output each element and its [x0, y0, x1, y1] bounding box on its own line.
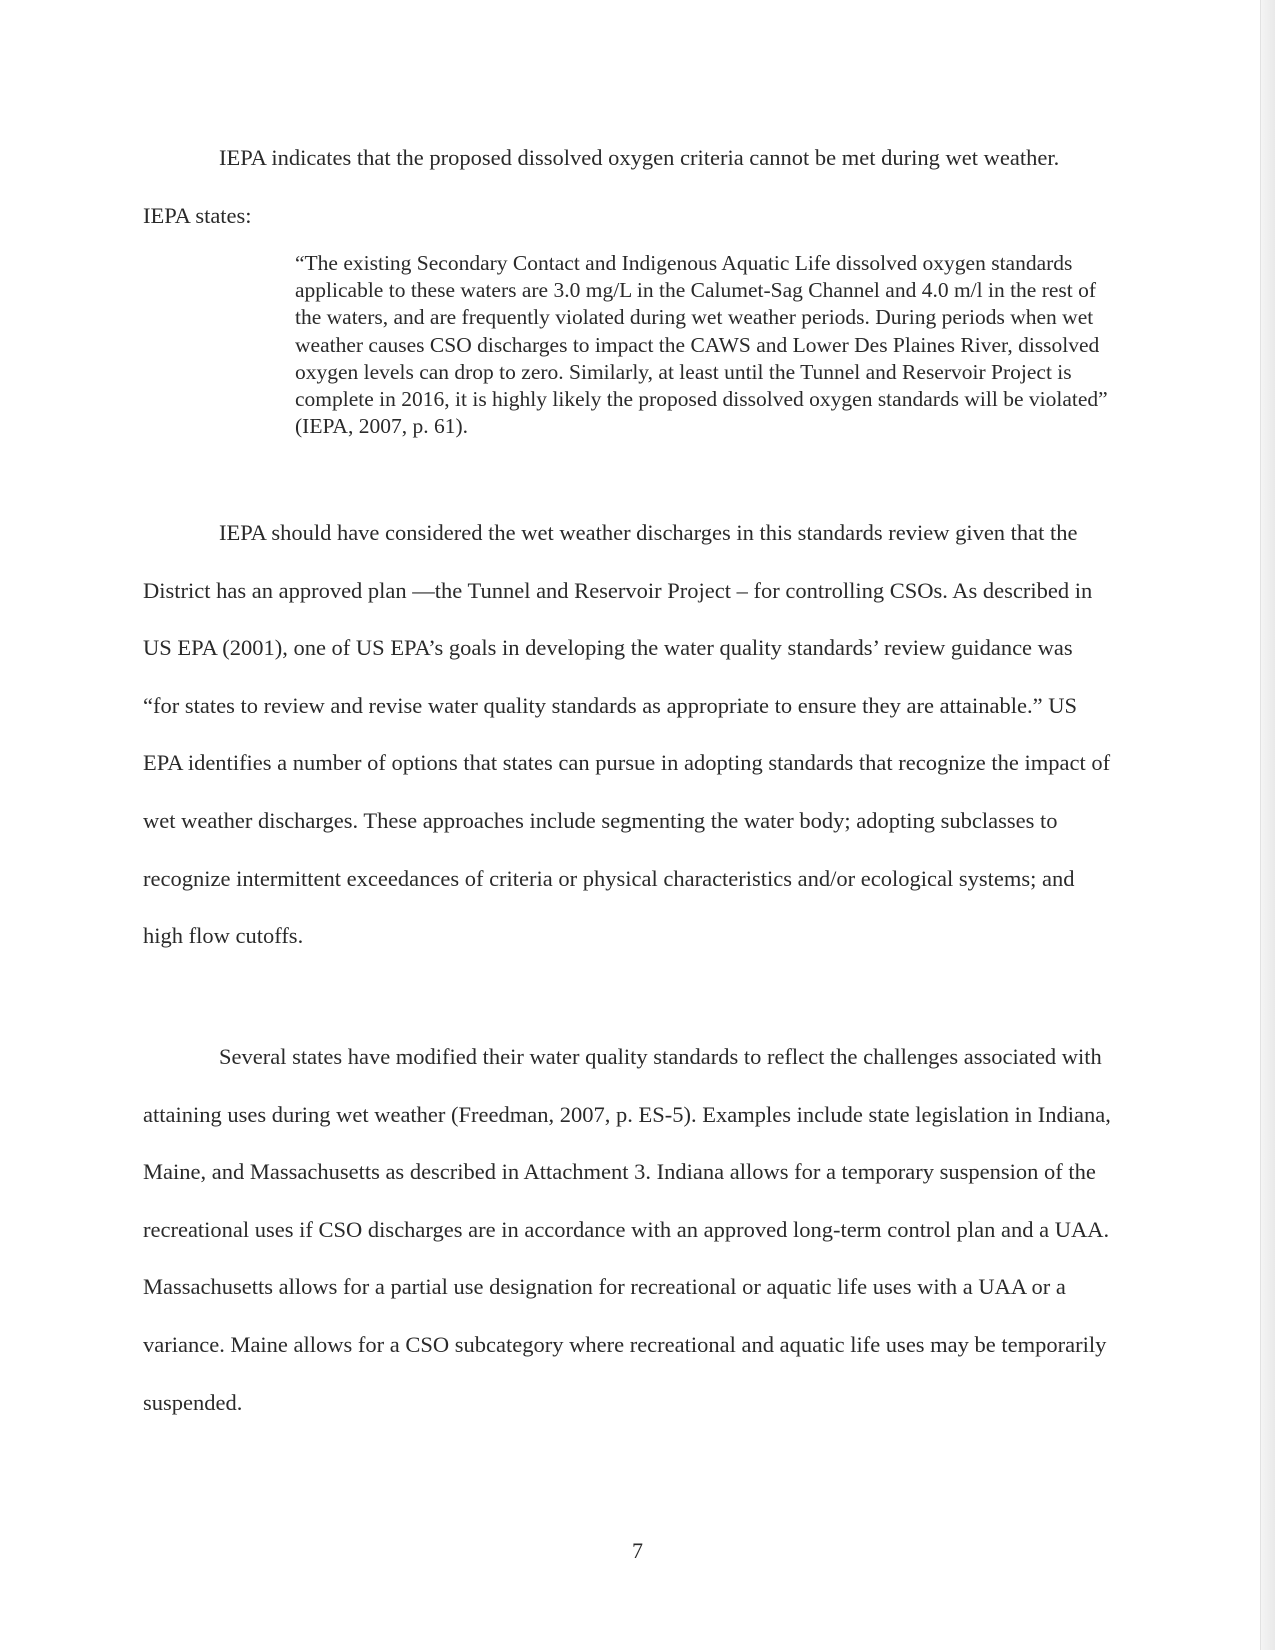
paragraph-state-standards: Several states have modified their water quality standards to reflect the challenges associated with attaining uses during wet weather (Freedman, 2007, p. ES-5). Examples include state legislation in Indiana, Maine, and Massachusetts as described in Attachment 3. Indiana allows for a temporary suspension of the recreational uses if CSO discharges are in accordance with an approved long-term control plan and a UAA. Massachusetts allows for a partial use designation for recreational or aquatic life uses with a UAA or a variance. Maine allows for a CSO subcategory where recreational and aquatic life uses may be temporarily suspended.: [143, 1044, 1111, 1415]
paragraph-wet-weather-discharges: IEPA should have considered the wet weather discharges in this standards review given that the District has an approved plan —the Tunnel and Reservoir Project – for controlling CSOs. As described in US EPA (2001), one of US EPA’s goals in developing the water quality standards’ review guidance was “for states to review and revise water quality standards as appropriate to ensure they are attainable.” US EPA identifies a number of options that states can pursue in adopting standards that recognize the impact of wet weather discharges. These approaches include segmenting the water body; adopting subclasses to recognize intermittent exceedances of criteria or physical characteristics and/or ecological systems; and high flow cutoffs.: [143, 520, 1111, 949]
block-quote-iepa: “The existing Secondary Contact and Indigenous Aquatic Life dissolved oxygen standards applicable to these waters are 3.0 mg/L in the Calumet-Sag Channel and 4.0 m/l in the rest of the waters, and are frequently violated during wet weather periods. During periods when wet weather causes CSO discharges to impact the CAWS and Lower Des Plaines River, dissolved oxygen levels can drop to zero. Similarly, at least until the Tunnel and Reservoir Project is complete in 2016, it is highly likely the proposed dissolved oxygen standards will be violated” (IEPA, 2007, p. 61).: [295, 251, 1108, 439]
page-edge: [1260, 0, 1275, 1650]
paragraph-iepa-dissolved-oxygen: IEPA indicates that the proposed dissolved oxygen criteria cannot be met during wet weather. IEPA states:: [143, 145, 1060, 228]
page-number: 7: [632, 1538, 643, 1563]
